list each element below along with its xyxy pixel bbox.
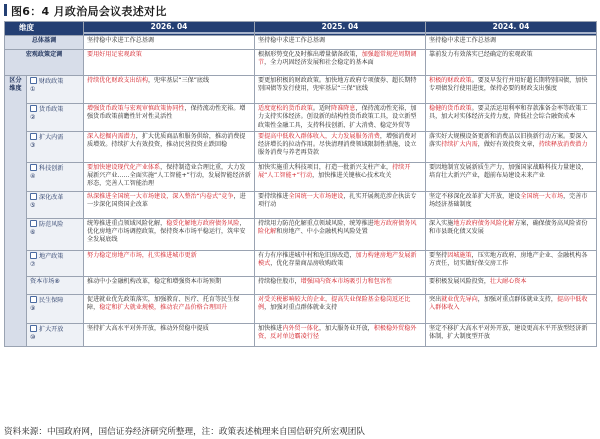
highlighted-text: ，反对单边霸凌行径	[264, 333, 319, 341]
table-row	[5, 104, 597, 132]
cell-2026	[84, 218, 255, 250]
highlighted-text: 稳健的货币政策	[429, 105, 472, 112]
source-note: 资料来源：中国政府网，国信证券经济研究所整理，注：政策表述梳理来自国信研究所宏观团队	[4, 427, 365, 437]
highlighted-text: 地方政府债务风险化解	[258, 219, 417, 236]
policy-icon	[30, 105, 37, 112]
dimension-label: 总体基调	[5, 36, 84, 50]
cell-text: ，扎实开展规范涉企执法专项行动	[258, 192, 417, 209]
header-2026: 2026. 04	[84, 22, 255, 36]
cell-2024	[426, 36, 597, 50]
cell-text: 突出	[429, 295, 442, 303]
cell-2025	[255, 76, 426, 104]
header-2024: 2024. 04	[426, 22, 597, 36]
cell-2024	[426, 131, 597, 162]
policy-comparison-table	[4, 21, 597, 347]
cell-2024	[426, 218, 597, 250]
cell-2025	[255, 218, 426, 250]
cell-text: 坚持稳中求进工作总基调	[87, 37, 155, 44]
highlighted-text: 加强超常规逆周期调节	[258, 51, 417, 67]
cell-text: 加快实施重大科技项目，打造一批新兴支柱产业，	[258, 163, 393, 171]
cell-text: ，扩大优质商品和服务供给，推动消费提质增效。持续扩大有效投资，推动民营投资止跌回稳	[87, 132, 246, 149]
cell-2024	[426, 276, 597, 294]
cell-2026	[84, 250, 255, 276]
table-row	[5, 294, 597, 323]
policy-icon	[30, 220, 37, 227]
sub-dimension: 财政政策 ①	[27, 76, 84, 104]
highlighted-text: 降准降息	[331, 105, 356, 112]
cell-2024	[426, 323, 597, 346]
sub-dimension: 扩大内需 ③	[27, 131, 84, 162]
cell-text: ，保持流动性充裕。增强货币政策前瞻性针对性灵活性	[87, 105, 246, 121]
highlighted-text: 积极稳外贸稳外资	[258, 324, 417, 341]
cell-2026	[84, 131, 255, 162]
group-label: 区分 维度	[5, 76, 27, 347]
highlighted-text: 提高中低收入群体收入	[429, 295, 588, 312]
cell-2026	[84, 162, 255, 191]
cell-text: 。适时	[312, 105, 332, 112]
cell-text: ，增强消费对经济增长的拉动作用。尽快清理消费领域限制性措施，设立服务消费与养老再贷款	[258, 132, 417, 157]
cell-2025	[255, 104, 426, 132]
cell-text: ，完善市场经济基础制度	[429, 192, 588, 209]
highlighted-text: 就业优先导向	[441, 295, 478, 303]
cell-text: 要持续推进	[258, 192, 289, 200]
cell-text: 要更加积极的财政政策。加快地方政府专项债券、超长期特别国债等发行使用，兜牢基层“三保”底线	[258, 77, 417, 93]
cell-2024	[426, 191, 597, 218]
cell-text: 有力有序推进城中村和危旧房改造，	[258, 251, 356, 259]
cell-text: 坚持稳中求进工作总基调	[258, 37, 326, 44]
cell-text: 加快推进	[258, 324, 283, 332]
table-row	[5, 276, 597, 294]
highlighted-text: 要提高中低收入群体收入，大力发展服务消费	[258, 132, 380, 140]
highlighted-text: 因城施策	[447, 251, 472, 259]
cell-2024	[426, 162, 597, 191]
cell-text: 要坚持	[429, 251, 448, 259]
highlighted-text: 增强货币政策与宏观审慎政策协同性	[87, 105, 185, 112]
cell-text: ，加快推进关键核心技术攻关	[312, 172, 392, 180]
cell-text: 坚定不移扩大高水平对外开放，建设更高水平开放型经济新体制，扩大制度型开放	[429, 324, 588, 341]
cell-text: ，全力巩固经济发展和社会稳定的基本面	[264, 59, 374, 67]
table-row	[5, 162, 597, 191]
cell-text: ，兜牢基层“三保”底线	[147, 77, 210, 84]
header-dimension: 维度	[5, 22, 84, 36]
cell-2025	[255, 250, 426, 276]
policy-icon	[30, 193, 37, 200]
highlighted-text: 深入挖掘内需潜力	[87, 132, 136, 140]
policy-icon	[30, 252, 37, 259]
header-2025: 2025. 04	[255, 22, 426, 36]
cell-text: ，做好有效投资文章，	[477, 141, 539, 149]
cell-2026	[84, 36, 255, 50]
cell-text: ，加强对重点群体就业支持，	[477, 295, 557, 303]
cell-text: ，保持制造业合理比重，大力发展新兴产业……全面实施“人工智能+”行动，发展智能经济新形态，完善人工智能治理	[87, 163, 251, 188]
highlighted-text: 持续扩大内需	[441, 141, 478, 149]
policy-icon	[30, 164, 37, 171]
table-row	[5, 131, 597, 162]
highlighted-text: 壮大耐心资本	[489, 277, 527, 285]
sub-dimension: 货币政策 ②	[27, 104, 84, 132]
cell-2024	[426, 104, 597, 132]
title-marker	[4, 4, 7, 16]
cell-text: 。要及早发行并用好超长期特别国债，加快专项债发行使用进度，保持必要的财政支出强度	[429, 77, 588, 93]
policy-icon	[30, 325, 37, 332]
highlighted-text: 稳妥化解地方政府债务风险	[166, 219, 240, 227]
table-row	[5, 36, 597, 50]
cell-2025	[255, 294, 426, 323]
cell-text: ，进一步深化国资国企改革	[87, 192, 246, 209]
cell-text: 统筹推进重点领域风险化解，	[87, 219, 167, 227]
policy-icon	[30, 296, 37, 303]
cell-text: 促进就业优先政策落实，加强教育、医疗、托育等民生保障，	[87, 295, 240, 312]
policy-icon	[30, 133, 37, 140]
cell-text: 方案，确保债务高风险省份和市县既化债又发展	[429, 219, 588, 236]
cell-2024	[426, 50, 597, 76]
cell-text: ，保持流动性充裕，加力支持实体经济。创设新的结构性货币政策工具，设立新型政策性金融工具，支持科技创新、扩大消费、稳定外贸等	[258, 105, 417, 129]
cell-2025	[255, 36, 426, 50]
cell-2026	[84, 191, 255, 218]
sub-dimension: 防范风险 ⑥	[27, 218, 84, 250]
highlighted-text: 持续释放消费潜力	[538, 141, 588, 149]
cell-2024	[426, 294, 597, 323]
sub-dimension: 民生保障 ⑨	[27, 294, 84, 323]
cell-text: 坚定不移深化改革扩大开放，建设	[429, 192, 521, 200]
cell-text: 坚持稳中求进工作总基调	[429, 37, 497, 44]
table-row	[5, 50, 597, 76]
figure-title-bar	[4, 2, 596, 18]
cell-2026	[84, 50, 255, 76]
cell-2026	[84, 276, 255, 294]
cell-text: ，优化存量商品房收购政策	[270, 260, 344, 268]
highlighted-text: 适度宽松的货币政策	[258, 105, 313, 112]
cell-text: 深入实施	[429, 219, 454, 227]
cell-2026	[84, 323, 255, 346]
cell-text: 。要灵活运用利率和存款准备金率等政策工具，加大对实体经济支持力度，降低社会综合融资成本	[429, 105, 588, 121]
cell-text: 要因地制宜发展新质生产力，加强国家战略科技力量建设，培育壮大新兴产业，超前布局建设未来产业	[429, 163, 588, 180]
highlighted-text: ，深入整治“内卷式”竞争	[166, 192, 234, 200]
highlighted-text: 积极的财政政策	[429, 77, 472, 84]
cell-2026	[84, 104, 255, 132]
highlighted-text: 要加快建设现代化产业体系	[87, 163, 161, 171]
table-row	[5, 323, 597, 346]
table-row	[5, 76, 597, 104]
cell-text: 根据形势变化及时推出增量储备政策，	[258, 51, 362, 58]
cell-text: ，加大服务业开放，	[318, 324, 374, 332]
highlighted-text: 全国统一大市场	[520, 192, 564, 200]
cell-2025	[255, 191, 426, 218]
cell-2025	[255, 276, 426, 294]
cell-text: 落实好大规模设备更新和消费品以旧换新行动方案。要深入落实	[429, 132, 588, 149]
cell-2026	[84, 294, 255, 323]
sub-dimension: 扩大开放 ⑩	[27, 323, 84, 346]
cell-text: 推动中小金融机构改革，稳定和增强资本市场预期	[87, 277, 222, 285]
cell-text: 和房地产、中小金融机构风险处置	[276, 228, 368, 236]
cell-2024	[426, 250, 597, 276]
table-row	[5, 218, 597, 250]
highlighted-text: 要用好用足宏观政策	[87, 51, 142, 58]
table-header-row	[5, 22, 597, 36]
cell-2024	[426, 76, 597, 104]
dimension-label: 宏观政策定调	[5, 50, 84, 76]
cell-2025	[255, 323, 426, 346]
highlighted-text: 对受关税影响较大的企业，提高失业保险基金稳岗返还比例	[258, 295, 411, 312]
cell-text: ，压实地方政府、房地产企业、金融机构各方责任，切实做好保交房工作	[429, 251, 588, 268]
cell-text: 坚持扩大高水平对外开放，推动外贸稳中提质	[87, 324, 209, 332]
cell-2025	[255, 162, 426, 191]
sub-dimension: 资本市场⑧	[27, 276, 84, 294]
highlighted-text: 纵深推进全国统一大市场建设	[87, 192, 167, 200]
cell-2025	[255, 131, 426, 162]
highlighted-text: 内外贸一体化	[282, 324, 319, 332]
highlighted-text: 增强国内资本市场吸引力和包容性	[300, 277, 393, 285]
cell-text: 持续稳住股市，	[258, 277, 301, 285]
cell-text: 靠前发力有效落实已经确定的宏观政策	[429, 51, 533, 58]
table-row	[5, 250, 597, 276]
cell-2025	[255, 50, 426, 76]
cell-text: 要积极发展风险投资，	[429, 277, 490, 285]
cell-text: 持续用力防范化解重点领域风险，统筹推进	[258, 219, 374, 227]
highlighted-text: 持续优化财政支出结构	[87, 77, 148, 84]
sub-dimension: 深化改革 ⑤	[27, 191, 84, 218]
highlighted-text: 稳定和扩大就业规模，推动农产品价格合理回升	[99, 304, 228, 312]
policy-icon	[30, 77, 37, 84]
highlighted-text: 努力稳定房地产市场，扎实推进城市更新	[87, 251, 197, 259]
figure-title: 图6：4 月政治局会议表述对比	[11, 5, 167, 18]
cell-text: ，优化房地产市场调控政策，保持资本市场平稳运行，筑牢安全发展底线	[87, 219, 246, 244]
table-row	[5, 191, 597, 218]
highlighted-text: 加力构建房地产发展新模式	[258, 251, 417, 268]
highlighted-text: 持续开展“人工智能+”行动	[258, 163, 411, 180]
highlighted-text: 地方政府债务风险化解	[453, 219, 515, 227]
cell-text: ，加强对重点群体就业支持	[264, 304, 338, 312]
sub-dimension: 科技创新 ④	[27, 162, 84, 191]
sub-dimension: 地产政策 ⑦	[27, 250, 84, 276]
cell-2026	[84, 76, 255, 104]
highlighted-text: 全国统一大市场建设	[288, 192, 344, 200]
